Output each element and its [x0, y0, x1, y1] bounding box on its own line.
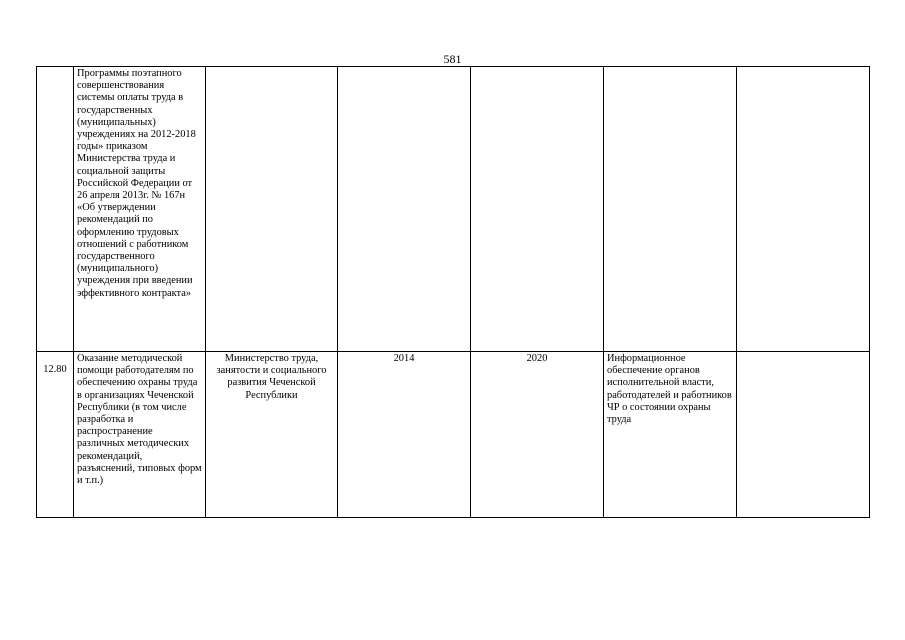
- expected-result-cell: Информационное обеспечение органов исполнительной власти, работодателей и работников ЧР о состоянии охраны труда: [604, 352, 737, 518]
- table-row: [37, 352, 870, 518]
- measures-table: [36, 66, 870, 518]
- table-row: [37, 67, 870, 352]
- row-number-cell: [37, 67, 74, 352]
- note-cell: [737, 352, 870, 518]
- start-year-cell: 2014: [338, 352, 471, 518]
- expected-result-cell: [604, 67, 737, 352]
- executor-cell: Министерство труда, занятости и социального развития Чеченской Республики: [206, 352, 338, 518]
- end-year-cell: 2020: [471, 352, 604, 518]
- start-year-cell: [338, 67, 471, 352]
- page-number: 581: [443, 52, 462, 66]
- measure-name-cell: Программы поэтапного совершенствования системы оплаты труда в государственных (муниципальных) учреждениях на 2012-2018 годы» приказом Министерства труда и социальной защиты Российской Федерации от 26 апреля 2013г. № 167н «Об утверждении рекомендаций по оформлению трудовых отношений с работником государственного (муниципального) учреждения при введении эффективного контракта»: [74, 67, 206, 352]
- executor-cell: [206, 67, 338, 352]
- measure-name-cell: Оказание методической помощи работодателям по обеспечению охраны труда в организациях Чеченской Республики (в том числе разработка и распространение различных методических рекомендаций, разъяснений, типовых форм и т.п.): [74, 352, 206, 518]
- end-year-cell: [471, 67, 604, 352]
- note-cell: [737, 67, 870, 352]
- row-number-cell: 12.80: [37, 352, 74, 518]
